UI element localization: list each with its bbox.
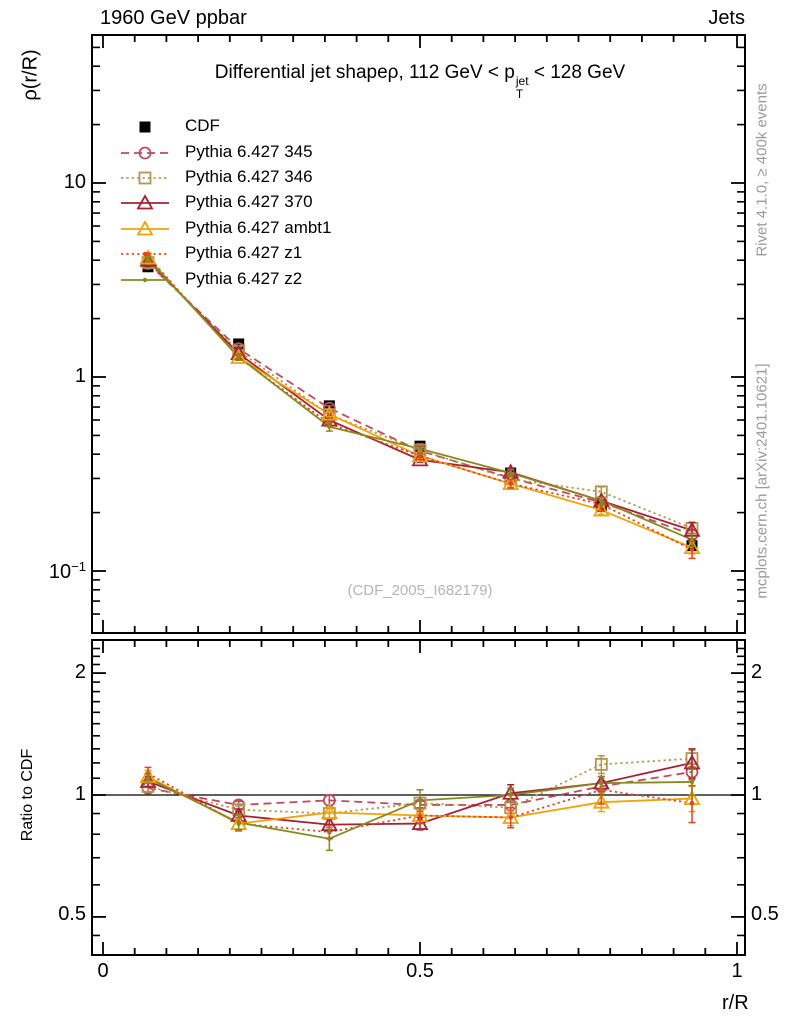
header-analysis-label: Jets — [708, 7, 745, 29]
main-ytick-0p1 — [49, 559, 86, 584]
ratio-marker-pythia-6-427-z2 — [508, 793, 512, 797]
legend-label-pythia-ambt1: Pythia 6.427 ambt1 — [185, 218, 332, 237]
ratio-marker-pythia-6-427-z1 — [508, 815, 512, 819]
pt-sub-sup — [516, 75, 529, 100]
legend-label-cdf: CDF — [185, 116, 220, 135]
ratio-y-axis-label: Ratio to CDF — [19, 748, 36, 842]
legend-marker-pythia-6-427-z1 — [143, 252, 147, 256]
mcplots-arxiv-note: mcplots.cern.ch [arXiv:2401.10621] — [753, 363, 771, 599]
plot-title-post: < 128 GeV — [528, 62, 626, 83]
analysis-id-watermark: (CDF_2005_I682179) — [347, 582, 493, 599]
x-axis-label: r/R — [722, 992, 749, 1014]
ratio-marker-pythia-6-427-z1 — [690, 801, 694, 805]
ratio-ytick-right-0p5: 0.5 — [751, 903, 779, 925]
ratio-ytick-left-0p5: 0.5 — [58, 903, 86, 925]
series-line-pythia-6-427-345 — [148, 263, 692, 534]
ratio-marker-pythia-6-427-z2 — [236, 820, 240, 824]
legend-label-pythia-z1: Pythia 6.427 z1 — [185, 243, 303, 262]
header-beam-label: 1960 GeV ppbar — [100, 7, 247, 29]
ratio-ytick-right-2: 2 — [751, 661, 763, 683]
ratio-marker-pythia-6-427-z1 — [418, 813, 422, 817]
main-ytick-10: 10 — [63, 171, 86, 193]
ratio-marker-pythia-6-427-z2 — [146, 776, 150, 780]
rivet-version-note: Rivet 4.1.0, ≥ 400k events — [753, 83, 771, 257]
legend-label-pythia-346: Pythia 6.427 346 — [185, 167, 313, 186]
main-ytick-0p1-exp: −1 — [71, 559, 86, 574]
marker-pythia-6-427-z2 — [508, 471, 512, 475]
series-line-pythia-6-427-346 — [148, 263, 692, 529]
marker-pythia-6-427-z1 — [690, 547, 694, 551]
xtick-1: 1 — [731, 960, 743, 982]
xtick-0: 0 — [97, 960, 109, 982]
main-y-axis-label: ρ(r/R) — [19, 49, 42, 101]
marker-pythia-6-427-z2 — [690, 537, 694, 541]
plot-title-sub: T — [515, 86, 524, 101]
marker-pythia-6-427-z1 — [508, 481, 512, 485]
main-ytick-1: 1 — [74, 365, 86, 387]
ratio-marker-pythia-6-427-z2 — [418, 798, 422, 802]
plot-title — [215, 62, 625, 100]
ratio-ytick-left-2: 2 — [74, 661, 86, 683]
marker-pythia-6-427-z2 — [418, 446, 422, 450]
ratio-marker-pythia-6-427-z2 — [327, 837, 331, 841]
ratio-marker-pythia-6-427-z2 — [599, 781, 603, 785]
plot-title-sup: jet — [515, 74, 529, 88]
legend-label-pythia-370: Pythia 6.427 370 — [185, 192, 313, 211]
legend-marker-pythia-6-427-z2 — [143, 278, 147, 282]
marker-pythia-6-427-z2 — [327, 425, 331, 429]
marker-pythia-6-427-z2 — [146, 257, 150, 261]
marker-pythia-6-427-z2 — [236, 355, 240, 359]
ratio-ytick-left-1: 1 — [74, 783, 86, 805]
legend-label-pythia-z2: Pythia 6.427 z2 — [185, 269, 303, 288]
legend-label-pythia-345: Pythia 6.427 345 — [185, 142, 313, 161]
legend-marker-cdf — [140, 122, 151, 133]
series-line-pythia-6-427-370 — [148, 260, 692, 530]
ratio-marker-pythia-6-427-z2 — [690, 780, 694, 784]
ratio-ytick-right-1: 1 — [751, 783, 763, 805]
series-line-pythia-6-427-z2 — [148, 259, 692, 540]
xtick-0p5: 0.5 — [406, 960, 434, 982]
main-ytick-0p1-base: 10 — [48, 561, 72, 583]
plot-title-pre: Differential jet shapeρ, 112 GeV < p — [214, 62, 515, 83]
marker-pythia-6-427-z2 — [599, 499, 603, 503]
